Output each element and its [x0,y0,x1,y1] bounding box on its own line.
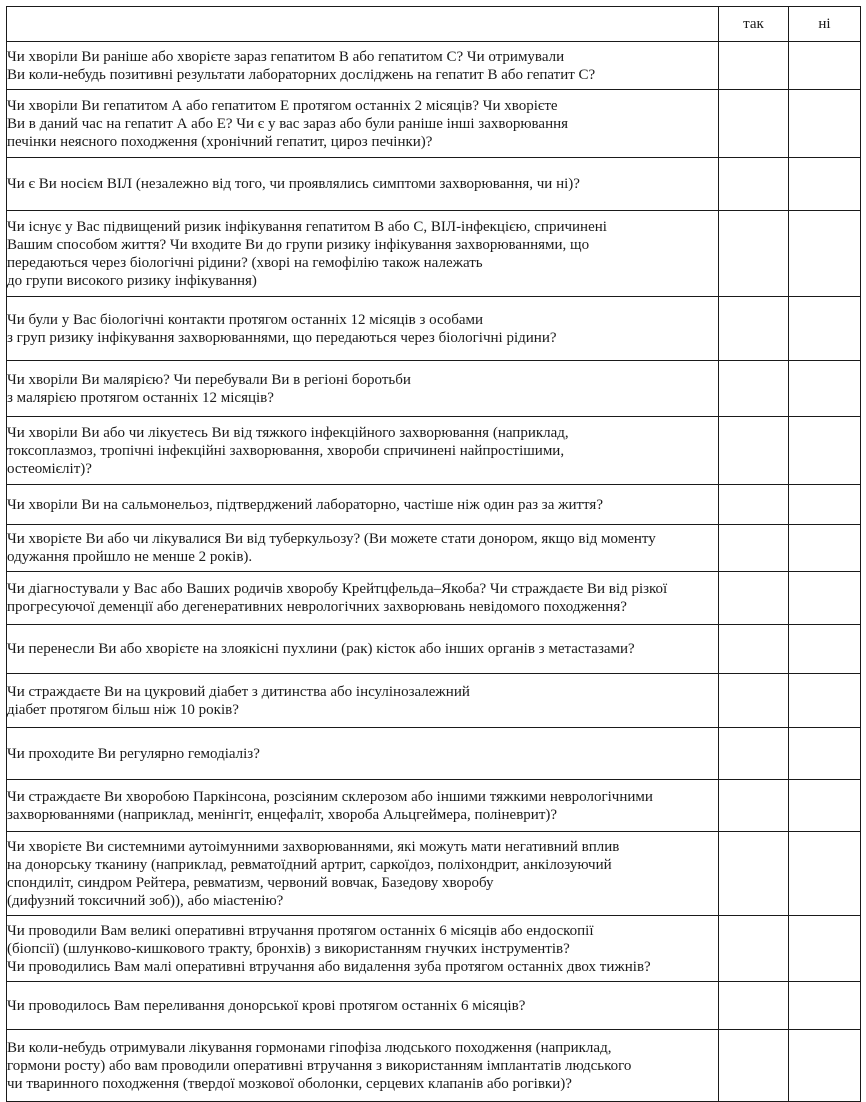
question-text: Чи хворієте Ви системними аутоімунними захворюваннями, які можуть мати негативний вплив на донорську тканину (наприклад, ревматоїдний артрит, саркоїдоз, поліхондрит, анкілозуючий спондиліт, синдром Рейтера, ревматизм, червоний вовчак, Базедову хворобу (дифузний токсичний зоб)), або міастенію? [7,832,719,916]
question-row [7,417,861,485]
question-text: Чи були у Вас біологічні контакти протягом останніх 12 місяців з особами з груп ризику інфікування захворюваннями, що передаються через біологічні рідини? [7,297,719,361]
question-text: Чи перенесли Ви або хворієте на злоякісні пухлини (рак) кісток або інших органів з метастазами? [7,625,719,674]
question-row [7,1030,861,1102]
answer-yes-cell[interactable] [719,485,789,525]
answer-yes-cell[interactable] [719,297,789,361]
question-text: Чи хворіли Ви раніше або хворієте зараз гепатитом В або гепатитом С? Чи отримували Ви коли-небудь позитивні результати лабораторних досліджень на гепатит В або гепатит С? [7,42,719,90]
question-row [7,297,861,361]
answer-yes-cell[interactable] [719,417,789,485]
question-row [7,572,861,625]
answer-no-cell[interactable] [789,417,861,485]
question-text: Чи хворіли Ви на сальмонельоз, підтверджений лабораторно, частіше ніж один раз за життя? [7,485,719,525]
question-row [7,361,861,417]
answer-no-cell[interactable] [789,916,861,982]
answer-no-cell[interactable] [789,572,861,625]
answer-no-cell[interactable] [789,361,861,417]
answer-yes-cell[interactable] [719,525,789,572]
question-row [7,90,861,158]
question-row [7,211,861,297]
question-text: Чи хворієте Ви або чи лікувалися Ви від туберкульозу? (Ви можете стати донором, якщо від моменту одужання пройшло не менше 2 років). [7,525,719,572]
question-row [7,485,861,525]
question-text: Чи хворіли Ви або чи лікуєтесь Ви від тяжкого інфекційного захворювання (наприклад, токсоплазмоз, тропічні інфекційні захворювання, хвороби спричинені найпростішими, остеомієліт)? [7,417,719,485]
question-text: Чи є Ви носієм ВІЛ (незалежно від того, чи проявлялись симптоми захворювання, чи ні)? [7,158,719,211]
answer-no-cell[interactable] [789,485,861,525]
question-text: Чи страждаєте Ви хворобою Паркінсона, розсіяним склерозом або іншими тяжкими неврологічними захворюваннями (наприклад, менінгіт, енцефаліт, хвороба Альцгеймера, поліневрит)? [7,780,719,832]
answer-no-cell[interactable] [789,42,861,90]
answer-no-cell[interactable] [789,1030,861,1102]
header-no: ні [789,7,861,42]
header-yes: так [719,7,789,42]
answer-no-cell[interactable] [789,625,861,674]
question-text: Чи діагностували у Вас або Ваших родичів хворобу Крейтцфельда–Якоба? Чи страждаєте Ви від різкої прогресуючої деменції або дегенеративних неврологічних захворювань невідомого походження? [7,572,719,625]
answer-yes-cell[interactable] [719,832,789,916]
answer-yes-cell[interactable] [719,625,789,674]
answer-no-cell[interactable] [789,211,861,297]
question-row [7,158,861,211]
question-text: Чи проводили Вам великі оперативні втручання протягом останніх 6 місяців або ендоскопії (біопсії) (шлунково-кишкового тракту, бронхів) з використанням гнучких інструментів? Чи проводились Вам малі оперативні втручання або видалення зуба протягом останніх двох тижнів? [7,916,719,982]
question-row [7,674,861,728]
question-row [7,42,861,90]
answer-no-cell[interactable] [789,525,861,572]
question-row [7,982,861,1030]
question-row [7,728,861,780]
question-text: Ви коли-небудь отримували лікування гормонами гіпофіза людського походження (наприклад, гормони росту) або вам проводили оперативні втручання з використанням імплантатів людського чи тваринного походження (твердої мозкової оболонки, серцевих клапанів або рогівки)? [7,1030,719,1102]
answer-no-cell[interactable] [789,674,861,728]
answer-yes-cell[interactable] [719,1030,789,1102]
question-row [7,625,861,674]
header-question-cell [7,7,719,42]
question-text: Чи хворіли Ви малярією? Чи перебували Ви в регіоні боротьби з малярією протягом останніх 12 місяців? [7,361,719,417]
question-row [7,916,861,982]
answer-no-cell[interactable] [789,780,861,832]
answer-no-cell[interactable] [789,728,861,780]
answer-no-cell[interactable] [789,297,861,361]
question-row [7,780,861,832]
answer-yes-cell[interactable] [719,158,789,211]
answer-yes-cell[interactable] [719,728,789,780]
answer-no-cell[interactable] [789,90,861,158]
answer-yes-cell[interactable] [719,90,789,158]
answer-yes-cell[interactable] [719,780,789,832]
answer-no-cell[interactable] [789,982,861,1030]
answer-no-cell[interactable] [789,158,861,211]
header-row [7,7,861,42]
answer-yes-cell[interactable] [719,674,789,728]
question-row [7,832,861,916]
questionnaire-table [6,6,861,1102]
question-text: Чи проводилось Вам переливання донорської крові протягом останніх 6 місяців? [7,982,719,1030]
question-row [7,525,861,572]
question-text: Чи проходите Ви регулярно гемодіаліз? [7,728,719,780]
question-text: Чи страждаєте Ви на цукровий діабет з дитинства або інсулінозалежний діабет протягом більш ніж 10 років? [7,674,719,728]
question-text: Чи хворіли Ви гепатитом А або гепатитом Е протягом останніх 2 місяців? Чи хворієте Ви в даний час на гепатит А або Е? Чи є у вас зараз або були раніше інші захворювання печінки неясного походження (хронічний гепатит, цироз печінки)? [7,90,719,158]
answer-yes-cell[interactable] [719,211,789,297]
answer-yes-cell[interactable] [719,572,789,625]
answer-yes-cell[interactable] [719,916,789,982]
answer-yes-cell[interactable] [719,982,789,1030]
answer-yes-cell[interactable] [719,361,789,417]
answer-no-cell[interactable] [789,832,861,916]
question-text: Чи існує у Вас підвищений ризик інфікування гепатитом В або С, ВІЛ-інфекцією, спричинені Вашим способом життя? Чи входите Ви до групи ризику інфікування захворюваннями, що передаються через біологічні рідини? (хворі на гемофілію також належать до групи високого ризику інфікування) [7,211,719,297]
answer-yes-cell[interactable] [719,42,789,90]
